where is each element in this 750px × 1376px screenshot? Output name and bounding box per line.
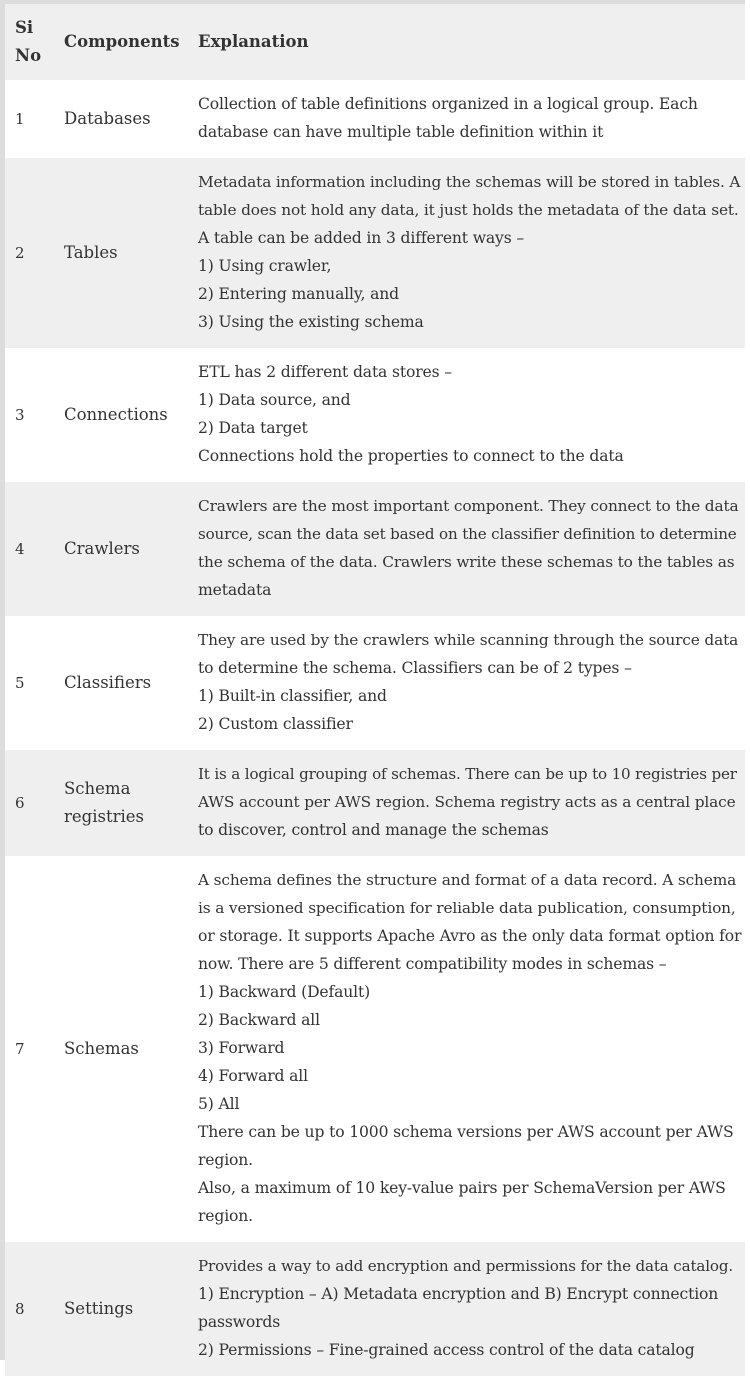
- explanation-line: metadata: [198, 581, 272, 599]
- explanation-line: 1) Built-in classifier, and: [198, 687, 387, 705]
- component-line: Crawlers: [64, 539, 140, 558]
- explanation-line: is a versioned specification for reliable data publication, consumption,: [198, 899, 736, 917]
- header-si-no-line: No: [15, 46, 42, 65]
- row-number: 6: [15, 794, 25, 812]
- explanation-cell: [188, 856, 745, 1242]
- explanation-line: It is a logical grouping of schemas. There can be up to 10 registries per: [198, 765, 737, 783]
- table-row: [5, 348, 745, 482]
- explanation-line: There can be up to 1000 schema versions per AWS account per AWS: [198, 1123, 734, 1141]
- explanation-line: to discover, control and manage the schemas: [198, 821, 549, 839]
- explanation-cell: [188, 1242, 745, 1376]
- table-row: [5, 1242, 745, 1376]
- explanation-line: Also, a maximum of 10 key-value pairs per SchemaVersion per AWS: [198, 1179, 726, 1197]
- table-row: [5, 750, 745, 856]
- component-line: Settings: [64, 1299, 134, 1318]
- explanation-line: AWS account per AWS region. Schema registry acts as a central place: [198, 793, 736, 811]
- row-number: 3: [15, 406, 25, 424]
- component-name: [54, 616, 188, 750]
- explanation-line: 2) Backward all: [198, 1011, 320, 1029]
- explanation-line: passwords: [198, 1313, 281, 1331]
- explanation-line: 1) Data source, and: [198, 391, 351, 409]
- explanation-line: source, scan the data set based on the classifier definition to determine: [198, 525, 737, 543]
- table-row: [5, 158, 745, 348]
- table-header-row: [5, 4, 745, 80]
- explanation-line: 5) All: [198, 1095, 240, 1113]
- explanation-cell: [188, 482, 745, 616]
- row-number: 5: [15, 674, 25, 692]
- explanation-line: 2) Custom classifier: [198, 715, 353, 733]
- row-number: 7: [15, 1040, 25, 1058]
- explanation-line: A schema defines the structure and format of a data record. A schema: [198, 871, 737, 889]
- explanation-line: Collection of table definitions organized in a logical group. Each: [198, 95, 698, 113]
- explanation-line: to determine the schema. Classifiers can be of 2 types –: [198, 659, 632, 677]
- component-line: Databases: [64, 109, 151, 128]
- header-si-no-line: Si: [15, 18, 34, 37]
- explanation-cell: [188, 158, 745, 348]
- component-line: Schemas: [64, 1039, 139, 1058]
- component-name: [54, 1242, 188, 1376]
- component-line: Schema: [64, 779, 131, 798]
- explanation-line: or storage. It supports Apache Avro as the only data format option for: [198, 927, 742, 945]
- header-si-no: [5, 4, 54, 80]
- explanation-line: Provides a way to add encryption and permissions for the data catalog.: [198, 1257, 733, 1275]
- table-row: [5, 482, 745, 616]
- component-line: Connections: [64, 405, 168, 424]
- component-line: Classifiers: [64, 673, 152, 692]
- component-name: [54, 482, 188, 616]
- explanation-cell: [188, 750, 745, 856]
- explanation-line: 2) Entering manually, and: [198, 285, 399, 303]
- component-line: Tables: [64, 243, 118, 262]
- explanation-line: the schema of the data. Crawlers write these schemas to the tables as: [198, 553, 735, 571]
- table-row: [5, 80, 745, 158]
- explanation-line: now. There are 5 different compatibility modes in schemas –: [198, 955, 667, 973]
- explanation-line: A table can be added in 3 different ways –: [198, 229, 525, 247]
- header-explanation: Explanation: [198, 32, 309, 51]
- table-body: [5, 80, 745, 1376]
- explanation-line: region.: [198, 1151, 253, 1169]
- row-number: 1: [15, 110, 25, 128]
- explanation-cell: [188, 80, 745, 158]
- component-name: [54, 856, 188, 1242]
- table-row: [5, 616, 745, 750]
- components-table: [5, 4, 745, 1376]
- explanation-line: 1) Backward (Default): [198, 983, 371, 1001]
- component-name: [54, 158, 188, 348]
- explanation-line: 3) Forward: [198, 1039, 285, 1057]
- explanation-cell: [188, 616, 745, 750]
- explanation-line: 2) Permissions – Fine-grained access control of the data catalog: [198, 1341, 695, 1359]
- component-name: [54, 80, 188, 158]
- explanation-line: database can have multiple table definition within it: [198, 123, 604, 141]
- explanation-cell: [188, 348, 745, 482]
- component-name: [54, 750, 188, 856]
- table-row: [5, 856, 745, 1242]
- explanation-line: 2) Data target: [198, 419, 308, 437]
- explanation-line: 3) Using the existing schema: [198, 313, 424, 331]
- explanation-line: 4) Forward all: [198, 1067, 308, 1085]
- explanation-line: They are used by the crawlers while scanning through the source data: [198, 631, 739, 649]
- explanation-line: ETL has 2 different data stores –: [198, 363, 452, 381]
- explanation-line: region.: [198, 1207, 253, 1225]
- explanation-line: Connections hold the properties to connect to the data: [198, 447, 624, 465]
- explanation-line: Metadata information including the schemas will be stored in tables. A: [198, 173, 741, 191]
- component-name: [54, 348, 188, 482]
- explanation-line: 1) Using crawler,: [198, 257, 332, 275]
- explanation-line: table does not hold any data, it just holds the metadata of the data set.: [198, 201, 739, 219]
- row-number: 4: [15, 540, 25, 558]
- explanation-line: Crawlers are the most important component. They connect to the data: [198, 497, 739, 515]
- row-number: 2: [15, 244, 25, 262]
- component-line: registries: [64, 807, 144, 826]
- header-components: Components: [64, 32, 180, 51]
- row-number: 8: [15, 1300, 25, 1318]
- explanation-line: 1) Encryption – A) Metadata encryption and B) Encrypt connection: [198, 1285, 719, 1303]
